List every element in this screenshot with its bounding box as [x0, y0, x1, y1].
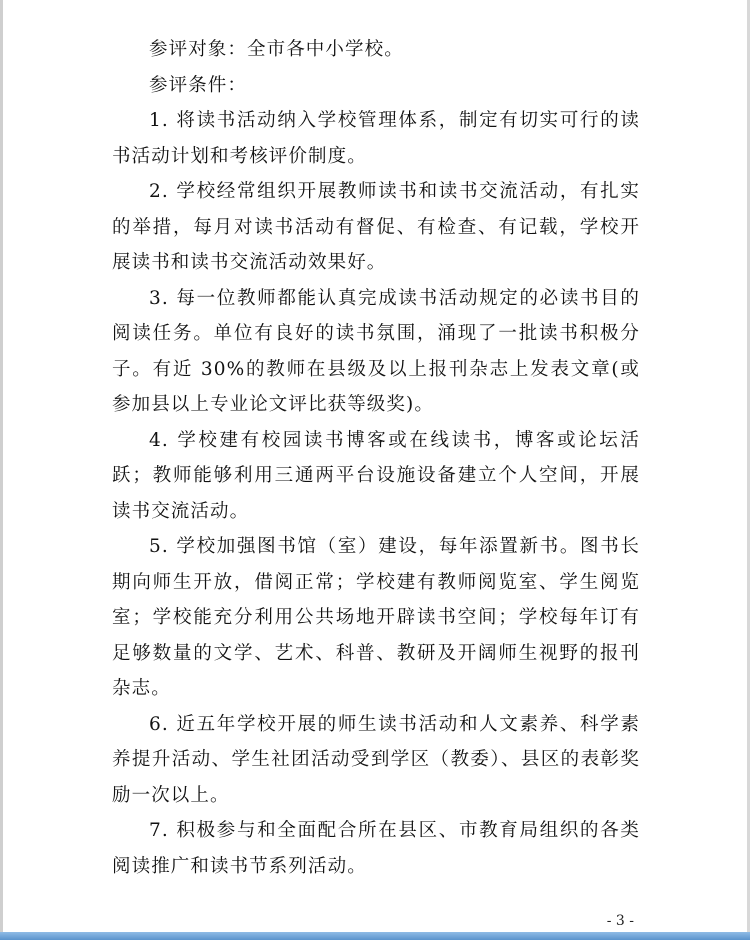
page-left-edge [0, 0, 3, 932]
paragraph-target: 参评对象：全市各中小学校。 [149, 39, 404, 60]
paragraph-condition-5: 5. 学校加强图书馆（室）建设，每年添置新书。图书长期向师生开放，借阅正常；学校建有教师阅览室、学生阅览室；学校能充分利用公共场地开辟读书空间；学校每年订有足够数量的文学、艺术、科普、教研及开阔师生视野的报刊杂志。 [112, 536, 640, 699]
paragraph-conditions-heading: 参评条件： [149, 74, 248, 96]
page-number: - 3 - [606, 913, 634, 929]
paragraph-condition-1: 1. 将读书活动纳入学校管理体系，制定有切实可行的读书活动计划和考核评价制度。 [112, 110, 640, 167]
document-body [112, 32, 640, 884]
paragraph-condition-6: 6. 近五年学校开展的师生读书活动和人文素养、科学素养提升活动、学生社团活动受到学区（教委）、县区的表彰奖励一次以上。 [112, 713, 640, 806]
paragraph-condition-2: 2. 学校经常组织开展教师读书和读书交流活动，有扎实的举措，每月对读书活动有督促、有检查、有记载，学校开展读书和读书交流活动效果好。 [112, 181, 640, 273]
paragraph-condition-4: 4. 学校建有校园读书博客或在线读书，博客或论坛活跃；教师能够利用三通两平台设施设备建立个人空间，开展读书交流活动。 [112, 429, 640, 522]
paragraph-condition-3: 3. 每一位教师都能认真完成读书活动规定的必读书目的阅读任务。单位有良好的读书氛围，涌现了一批读书积极分子。有近 30%的教师在县级及以上报刊杂志上发表文章(或参加县以上专业论文评比获等级奖)。 [112, 287, 640, 415]
paragraph-condition-7: 7. 积极参与和全面配合所在县区、市教育局组织的各类阅读推广和读书节系列活动。 [112, 820, 640, 877]
viewer-bottom-bar [0, 932, 750, 940]
